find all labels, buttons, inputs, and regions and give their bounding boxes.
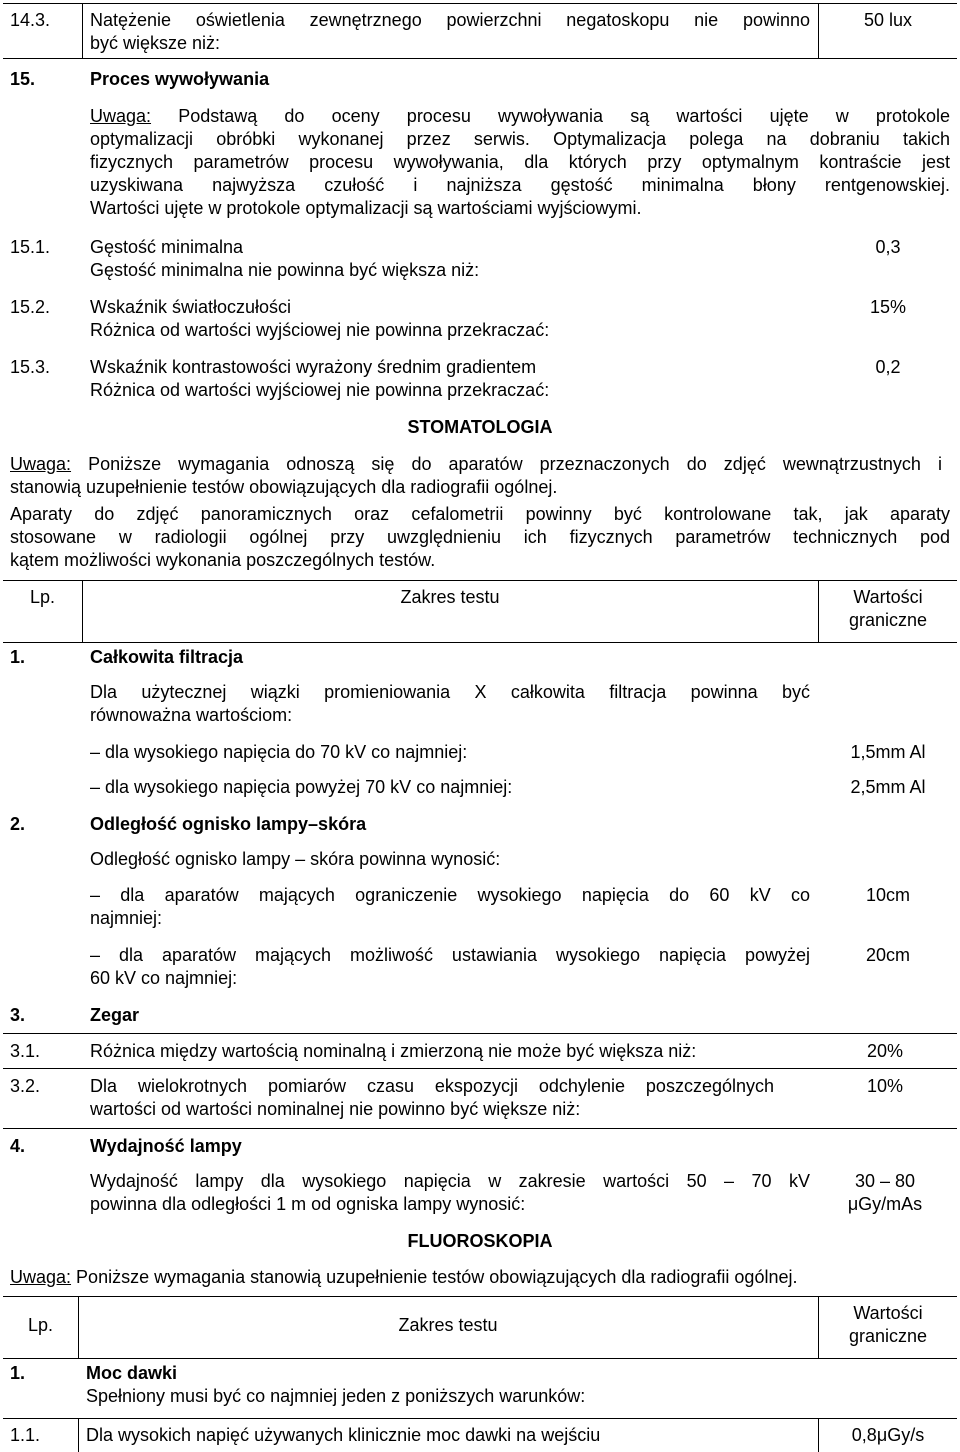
limit-value: 0,2 [875, 357, 901, 377]
column-header-lp: Lp. [29, 587, 56, 607]
column-header-wartosci: Wartości [853, 587, 923, 607]
limit-value: 30 – 80 [854, 1171, 916, 1191]
test-condition: – dla wysokiego napięcia do 70 kV co najmniej: [90, 742, 468, 762]
note-text: Poniższe wymagania odnoszą się do aparatów przeznaczonych do zdjęć wewnątrzustnych i [88, 454, 942, 474]
note-line [90, 105, 950, 128]
table-rule [3, 1033, 957, 1034]
table-rule [3, 642, 957, 643]
limit-value: 20% [866, 1041, 904, 1061]
paragraph-line: Aparaty do zdjęć panoramicznych oraz cefalometrii powinny być kontrolowane tak, jak aparaty [10, 504, 950, 524]
subtest-text: Dla wielokrotnych pomiarów czasu ekspozycji odchylenie poszczególnych [90, 1076, 774, 1096]
subtest-number: 3.2. [10, 1076, 41, 1096]
table-rule [3, 1068, 957, 1069]
subsection-desc: Gęstość minimalna nie powinna być większa niż: [90, 260, 480, 280]
note-line: stanowią uzupełnienie testów obowiązujących dla radiografii ogólnej. [10, 477, 558, 497]
table-rule [3, 58, 957, 59]
limit-value: 10cm [865, 885, 910, 905]
subsection-title: Gęstość minimalna [90, 237, 244, 257]
column-header-wartosci: graniczne [848, 1326, 928, 1346]
note-line: optymalizacji obróbki wykonanej przez serwis. Optymalizacja polega na dobraniu takich [90, 129, 950, 149]
test-condition: najmniej: [90, 908, 163, 928]
note-line: fizycznych parametrów procesu wywoływania, dla których przy optymalnym kontraście jest [90, 152, 950, 172]
table-rule [3, 1358, 957, 1359]
note-text: Podstawą do oceny procesu wywoływania są wartości ujęte w protokole [178, 106, 950, 126]
test-title: Całkowita filtracja [90, 647, 244, 667]
section-number: 14.3. [10, 10, 51, 30]
subtest-number: 3.1. [10, 1041, 41, 1061]
test-desc: powinna dla odległości 1 m od ogniska lampy wynosić: [90, 1194, 526, 1214]
test-desc: Odległość ognisko lampy – skóra powinna wynosić: [90, 849, 501, 869]
column-header-zakres: Zakres testu [398, 1315, 498, 1335]
section-title: Proces wywoływania [90, 69, 270, 89]
test-number: 4. [10, 1136, 26, 1156]
limit-unit: μGy/mAs [847, 1194, 923, 1214]
limit-value: 1,5mm Al [850, 742, 926, 762]
limit-value: 0,8μGy/s [851, 1425, 925, 1445]
limit-value: 2,5mm Al [850, 777, 926, 797]
subsection-number: 15.3. [10, 357, 51, 377]
subtest-text: wartości od wartości nominalnej nie powinno być większe niż: [90, 1099, 581, 1119]
limit-value: 50 lux [863, 10, 913, 30]
section-number: 15. [10, 69, 36, 89]
table-rule [3, 580, 957, 581]
test-number: 1. [10, 1363, 26, 1383]
test-desc: Wydajność lampy dla wysokiego napięcia w zakresie wartości 50 – 70 kV [90, 1171, 810, 1191]
subsection-number: 15.2. [10, 297, 51, 317]
section-heading: STOMATOLOGIA [407, 417, 553, 437]
table-rule [3, 1296, 957, 1297]
subsection-title: Wskaźnik kontrastowości wyrażony średnim gradientem [90, 357, 537, 377]
table-rule [3, 1128, 957, 1129]
test-title: Zegar [90, 1005, 140, 1025]
test-desc: Spełniony musi być co najmniej jeden z poniższych warunków: [86, 1386, 586, 1406]
limit-value: 20cm [865, 945, 910, 965]
subtest-text: Różnica między wartością nominalną i zmierzoną nie może być większa niż: [90, 1041, 697, 1061]
test-number: 3. [10, 1005, 26, 1025]
limit-value: 10% [866, 1076, 904, 1096]
test-condition: – dla aparatów mających możliwość ustawiania wysokiego napięcia powyżej [90, 945, 810, 965]
paragraph-line: stosowane w radiologii ogólnej przy uwzględnieniu ich fizycznych parametrów technicznych pod [10, 527, 950, 547]
column-divider [78, 1418, 79, 1452]
limit-value: 15% [869, 297, 907, 317]
test-desc: równoważna wartościom: [90, 705, 293, 725]
test-number: 2. [10, 814, 26, 834]
test-title: Moc dawki [86, 1363, 178, 1383]
note-label: Uwaga: [10, 1267, 72, 1287]
note-line: Wartości ujęte w protokole optymalizacji są wartościami wyjściowymi. [90, 198, 642, 218]
test-title: Wydajność lampy [90, 1136, 242, 1156]
test-condition: – dla aparatów mających ograniczenie wysokiego napięcia do 60 kV co [90, 885, 810, 905]
paragraph-line: kątem możliwości wykonania poszczególnych testów. [10, 550, 436, 570]
column-divider [82, 3, 83, 58]
note-label: Uwaga: [10, 454, 72, 474]
table-rule [3, 3, 957, 4]
note-line: uzyskiwana najwyższa czułość i najniższa gęstość minimalna błony rentgenowskiej. [90, 175, 950, 195]
note-line [10, 1266, 797, 1289]
subsection-title: Wskaźnik światłoczułości [90, 297, 292, 317]
test-condition: – dla wysokiego napięcia powyżej 70 kV co najmniej: [90, 777, 513, 797]
table-rule [3, 1418, 957, 1419]
subtest-number: 1.1. [10, 1425, 41, 1445]
note-line [10, 453, 942, 476]
column-header-wartosci: graniczne [848, 610, 928, 630]
column-header-zakres: Zakres testu [400, 587, 500, 607]
subsection-number: 15.1. [10, 237, 51, 257]
test-number: 1. [10, 647, 26, 667]
test-condition: 60 kV co najmniej: [90, 968, 238, 988]
note-text: Poniższe wymagania stanowią uzupełnienie testów obowiązujących dla radiografii ogólnej. [76, 1267, 798, 1287]
requirement-text: być większe niż: [90, 33, 221, 53]
note-label: Uwaga: [90, 106, 152, 126]
section-heading: FLUOROSKOPIA [407, 1231, 553, 1251]
subtest-text: Dla wysokich napięć używanych klinicznie moc dawki na wejściu [86, 1425, 601, 1445]
subsection-desc: Różnica od wartości wyjściowej nie powinna przekraczać: [90, 320, 550, 340]
test-title: Odległość ognisko lampy–skóra [90, 814, 367, 834]
column-header-wartosci: Wartości [853, 1303, 923, 1323]
column-header-lp: Lp. [27, 1315, 54, 1335]
test-desc: Dla użytecznej wiązki promieniowania X całkowita filtracja powinna być [90, 682, 810, 702]
limit-value: 0,3 [875, 237, 901, 257]
requirement-text: Natężenie oświetlenia zewnętrznego powierzchni negatoskopu nie powinno [90, 10, 810, 30]
subsection-desc: Różnica od wartości wyjściowej nie powinna przekraczać: [90, 380, 550, 400]
